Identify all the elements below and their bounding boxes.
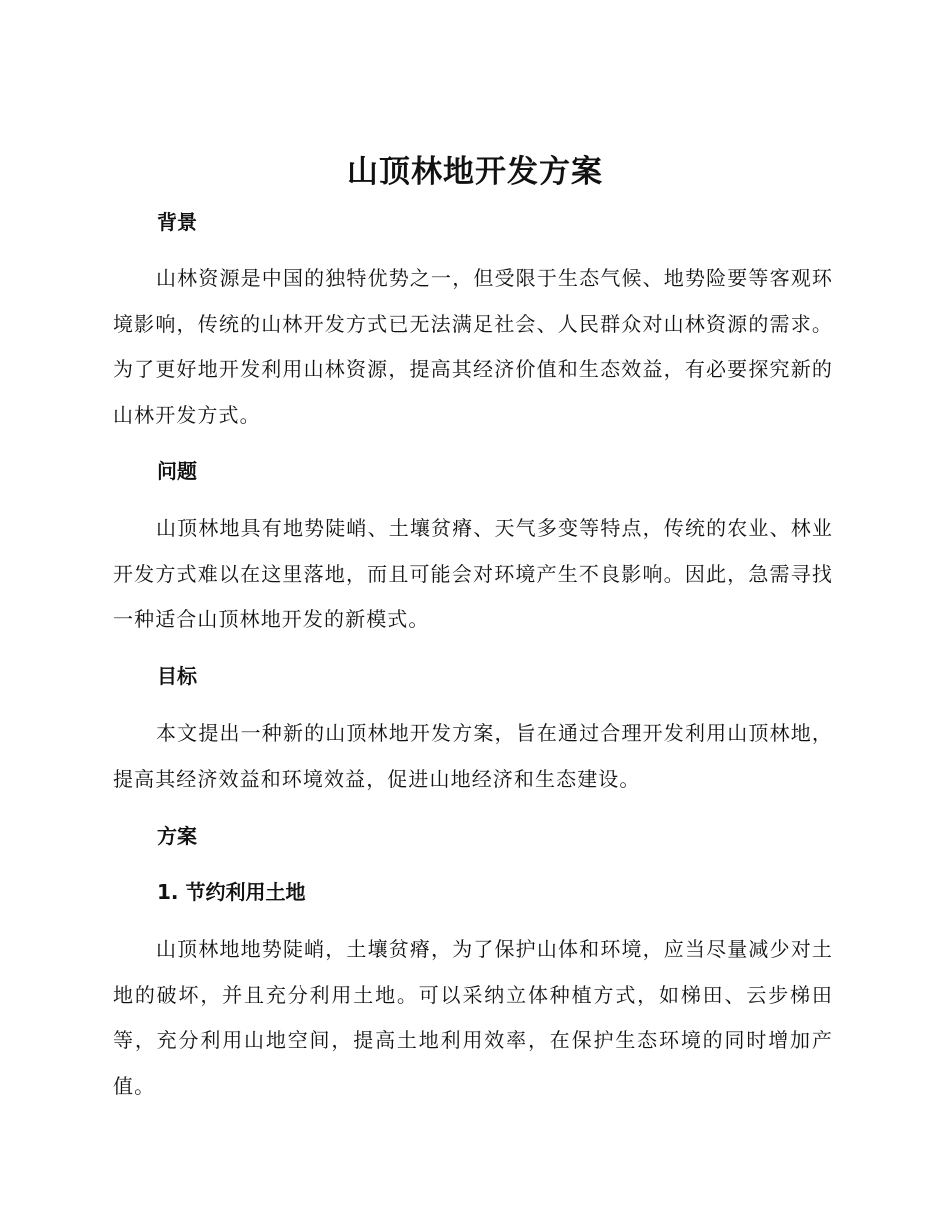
section-heading-background: 背景 — [157, 210, 197, 234]
section-heading-problem: 问题 — [157, 459, 197, 483]
section-heading-plan: 方案 — [157, 824, 197, 848]
section-body-problem: 山顶林地具有地势陡峭、土壤贫瘠、天气多变等特点，传统的农业、林业开发方式难以在这里落地，而且可能会对环境产生不良影响。因此，急需寻找一种适合山顶林地开发的新模式。 — [113, 516, 833, 631]
subsection-body-land-use: 山顶林地地势陡峭，土壤贫瘠，为了保护山体和环境，应当尽量减少对土地的破坏，并且充分利用土地。可以采纳立体种植方式，如梯田、云步梯田等，充分利用山地空间，提高土地利用效率，在保护生态环境的同时增加产值。 — [113, 937, 833, 1098]
section-body-goal: 本文提出一种新的山顶林地开发方案，旨在通过合理开发利用山顶林地，提高其经济效益和环境效益，促进山地经济和生态建设。 — [113, 721, 833, 791]
section-body-background: 山林资源是中国的独特优势之一，但受限于生态气候、地势险要等客观环境影响，传统的山林开发方式已无法满足社会、人民群众对山林资源的需求。为了更好地开发利用山林资源，提高其经济价值和生态效益，有必要探究新的山林开发方式。 — [113, 266, 833, 427]
document-title: 山顶林地开发方案 — [347, 154, 603, 190]
section-heading-goal: 目标 — [157, 664, 197, 688]
subsection-heading-land-use: 1. 节约利用土地 — [157, 880, 306, 904]
